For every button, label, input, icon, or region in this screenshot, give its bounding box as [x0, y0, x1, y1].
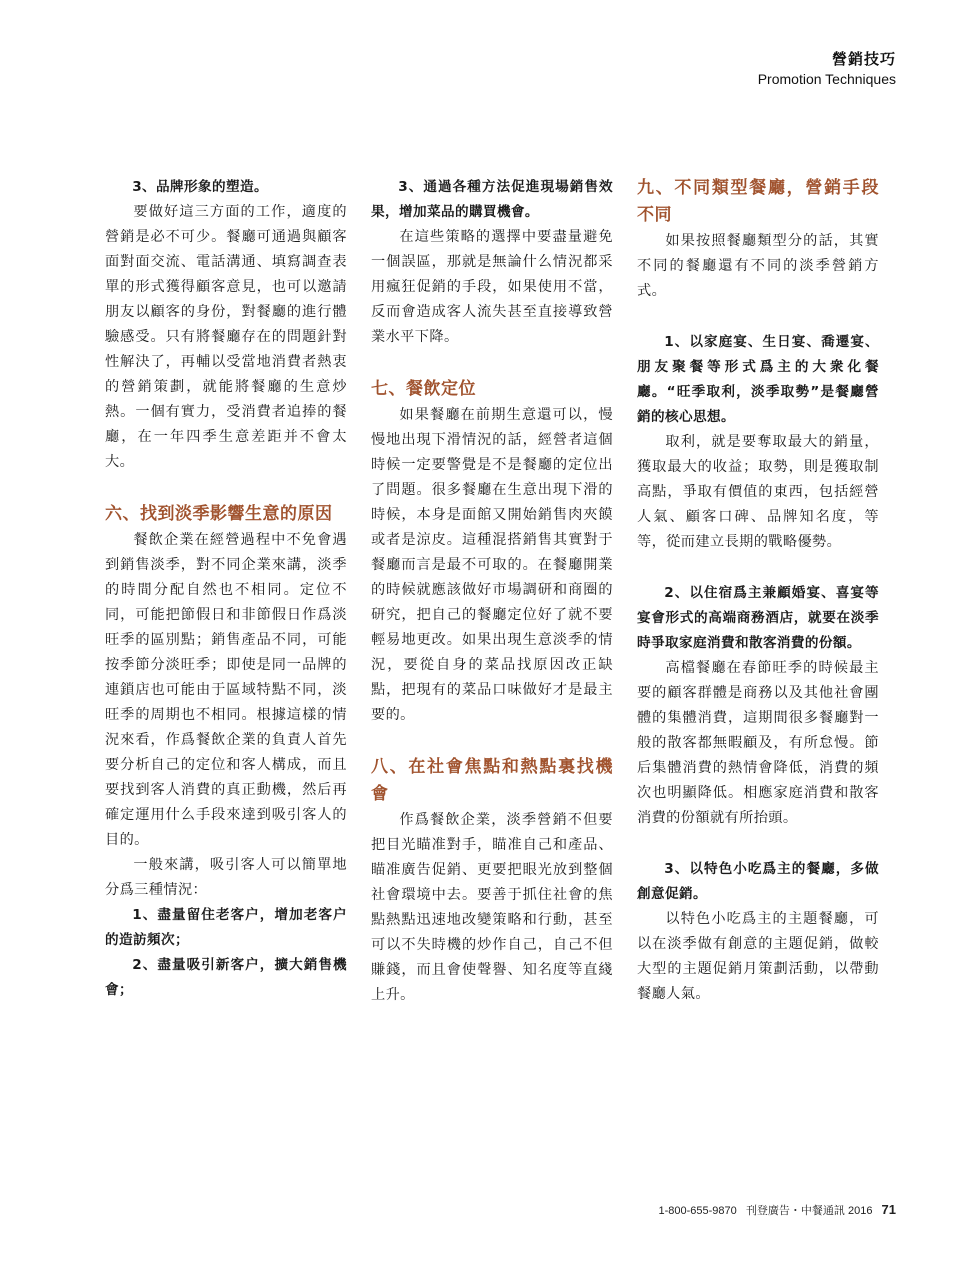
section-spacer: [371, 728, 613, 754]
subsection-heading: 1、以家庭宴、生日宴、喬遷宴、朋友聚餐等形式爲主的大衆化餐廳。“旺季取利，淡季取勢”是餐廳營銷的核心思想。: [637, 334, 879, 425]
section-spacer: [637, 831, 879, 857]
section-title-en: Promotion Techniques: [757, 71, 896, 87]
list-point: 3、品牌形象的塑造。: [132, 179, 268, 195]
paragraph: 以特色小吃爲主的主題餐廳，可以在淡季做有創意的主題促銷，做較大型的主題促銷月策劃活動，以帶動餐廳人氣。: [637, 911, 879, 1002]
column-3: [637, 175, 879, 1007]
section-spacer: [637, 555, 879, 581]
section-header: [758, 48, 896, 87]
paragraph: 如果按照餐廳類型分的話，其實不同的餐廳還有不同的淡季營銷方式。: [637, 233, 879, 299]
section-spacer: [105, 475, 347, 501]
section-heading: 七、餐飲定位: [371, 379, 476, 399]
section-heading: 八、在社會焦點和熱點裏找機會: [371, 757, 613, 804]
column-2: [371, 175, 613, 1008]
list-point: 3、通過各種方法促進現場銷售效果，增加菜品的購買機會。: [371, 179, 613, 220]
paragraph: 取利，就是要奪取最大的銷量，獲取最大的收益；取勢，則是獲取制高點，爭取有價值的東西，包括經營人氣、顧客口碑、品牌知名度，等等，從而建立長期的戰略優勢。: [637, 434, 879, 550]
paragraph: 一般來講，吸引客人可以簡單地分爲三種情況：: [105, 857, 347, 898]
section-spacer: [371, 350, 613, 376]
paragraph: 作爲餐飲企業，淡季營銷不但要把目光瞄准對手，瞄准自己和產品、瞄准廣告促銷、更要把眼光放到整個社會環境中去。要善于抓住社會的焦點熱點迅速地改變策略和行動，甚至可以不失時機的炒作自己，自己不但賺錢，而且會使聲譽、知名度等直綫上升。: [371, 812, 613, 1003]
paragraph: 如果餐廳在前期生意還可以，慢慢地出現下滑情況的話，經營者這個時候一定要警覺是不是餐廳的定位出了問題。很多餐廳在生意出現下滑的時候，本身是面館又開始銷售肉夾饃或者是涼皮。這種混搭銷售其實對于餐廳而言是最不可取的。在餐廳開業的時候就應該做好市場調研和商圈的研究，把自己的餐廳定位好了就不要輕易地更改。如果出現生意淡季的情況，要從自身的菜品找原因改正缺點，把現有的菜品口味做好才是最主要的。: [371, 407, 613, 723]
page-number: 71: [881, 1202, 896, 1217]
page-footer: [658, 1202, 896, 1218]
subsection-heading: 2、以住宿爲主兼顧婚宴、喜宴等宴會形式的高端商務酒店，就要在淡季時爭取家庭消費和散客消費的份額。: [637, 585, 879, 651]
section-heading: 九、不同類型餐廳，營銷手段不同: [637, 178, 879, 225]
section-heading: 六、找到淡季影響生意的原因: [105, 504, 333, 524]
paragraph: 要做好這三方面的工作，適度的營銷是必不可少。餐廳可通過與顧客面對面交流、電話溝通、填寫調查表單的形式獲得顧客意見，也可以邀請朋友以顧客的身份，對餐廳的進行體驗感受。只有將餐廳存在的問題針對性解決了，再輔以受當地消費者熱衷的營銷策劃，就能將餐廳的生意炒熱。一個有實力，受消費者追捧的餐廳，在一年四季生意差距并不會太大。: [105, 204, 347, 470]
list-point: 1、盡量留住老客户，增加老客户的造訪頻次；: [105, 907, 347, 948]
column-1: [105, 175, 347, 1003]
paragraph: 在這些策略的選擇中要盡量避免一個誤區，那就是無論什么情況都采用瘋狂促銷的手段，如果使用不當，反而會造成客人流失甚至直接導致營業水平下降。: [371, 229, 613, 345]
footer-publication: 刊登廣告・中餐通訊 2016: [745, 1205, 873, 1217]
paragraph: 餐飲企業在經營過程中不免會遇到銷售淡季，對不同企業來講，淡季的時間分配自然也不相同。定位不同，可能把節假日和非節假日作爲淡旺季的區別點；銷售產品不同，可能按季節分淡旺季；即使是同一品牌的連鎖店也可能由于區域特點不同，淡旺季的周期也不相同。根據這樣的情況來看，作爲餐飲企業的負責人首先要分析自己的定位和客人構成，而且要找到客人消費的真正動機，然后再確定運用什么手段來達到吸引客人的目的。: [105, 532, 347, 848]
paragraph: 高檔餐廳在春節旺季的時候最主要的顧客群體是商務以及其他社會團體的集體消費，這期間很多餐廳對一般的散客都無暇顧及，有所怠慢。節后集體消費的熱情會降低，消費的頻次也明顯降低。相應家庭消費和散客消費的份額就有所抬頭。: [637, 660, 879, 826]
subsection-heading: 3、以特色小吃爲主的餐廳，多做創意促銷。: [637, 861, 879, 902]
section-title-zh: 營銷技巧: [831, 50, 896, 68]
list-point: 2、盡量吸引新客户，擴大銷售機會；: [105, 957, 347, 998]
footer-phone: 1-800-655-9870: [658, 1205, 737, 1217]
section-spacer: [637, 304, 879, 330]
